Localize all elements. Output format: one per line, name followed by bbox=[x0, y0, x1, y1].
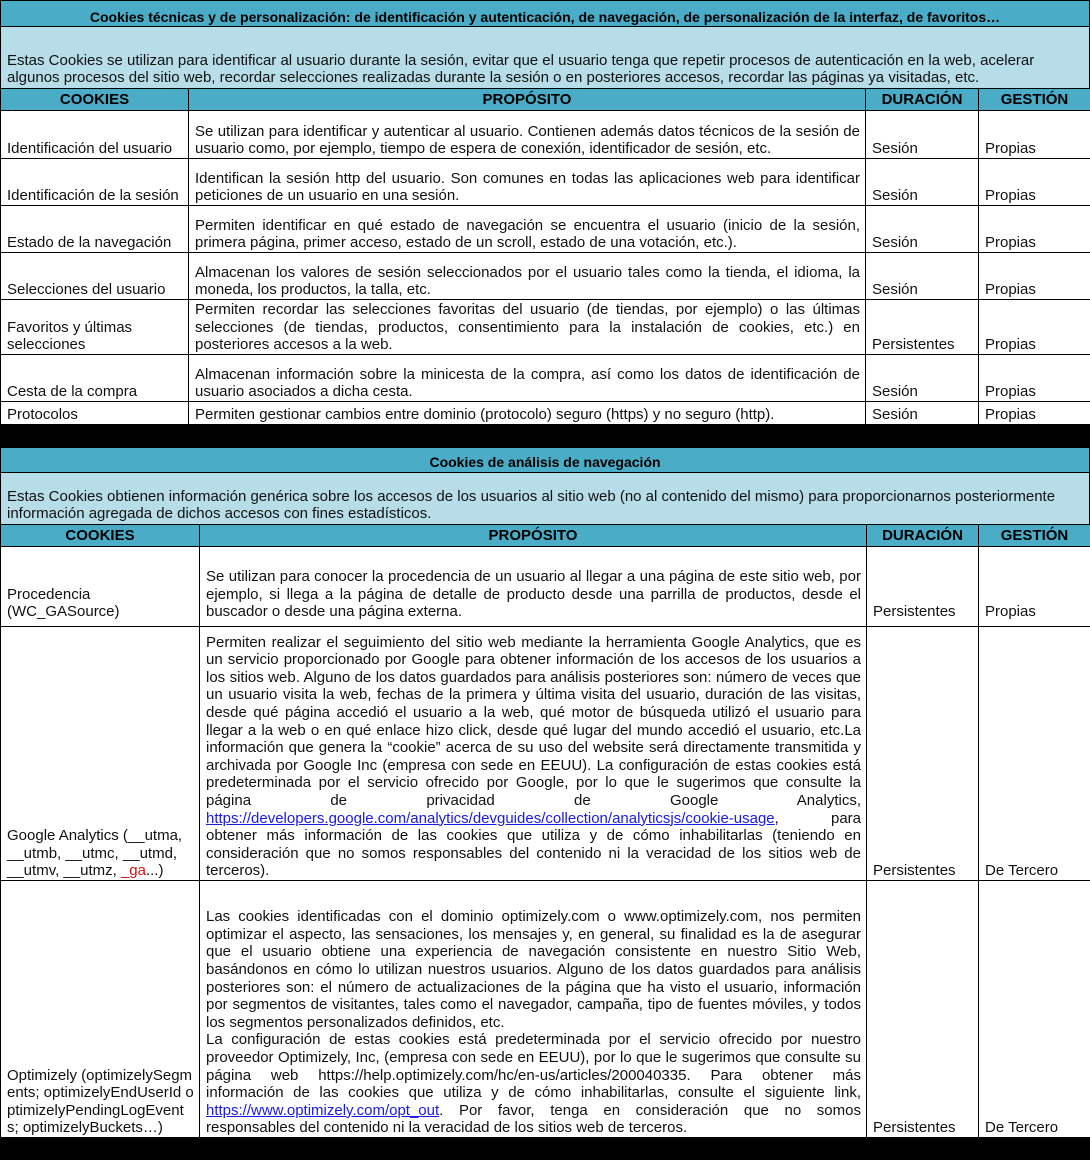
purpose-text-b: La información que genera la “cookie” acerca de su uso del website será directamente transmitida y archivada por Google Inc (empresa con sede en EEUU). La configuración de estas cookies está predeterminada por el servicio ofrecido por Google, por lo que le sugerimos que consulte la página de privacidad de Google Analytics, bbox=[206, 721, 861, 810]
cookie-management: Propias bbox=[979, 253, 1090, 300]
table-row bbox=[1, 547, 1090, 627]
cookie-purpose: Permiten identificar en qué estado de navegación se encuentra el usuario (inicio de la sesión, primera página, primer acceso, estado de un scroll, estado de una votación, etc.). bbox=[189, 206, 866, 253]
google-analytics-link[interactable]: https://developers.google.com/analytics/devguides/collection/analyticsjs/cookie-usage bbox=[206, 809, 775, 827]
cookie-name: Cesta de la compra bbox=[1, 354, 189, 401]
table-row bbox=[1, 300, 1090, 355]
table-row bbox=[1, 253, 1090, 300]
cookie-purpose bbox=[200, 881, 867, 1138]
cookie-duration: Sesión bbox=[866, 354, 979, 401]
cookie-purpose: Se utilizan para identificar y autenticar al usuario. Contienen además datos técnicos de la sesión de usuario como, por ejemplo, tiempo de espera de conexión, identificador de sesión, etc. bbox=[189, 111, 866, 159]
purpose-paragraph-1: Las cookies identificadas con el dominio optimizely.com o www.optimizely.com, nos permiten optimizar el aspecto, las sensaciones, los mensajes y, en general, su finalidad es la de asegurar que el usuario obtiene una experiencia de navegación consistente en nuestro Sitio Web, basándonos en cómo lo utilizan nuestros usuarios. Alguno de los datos guardados para análisis posteriores son: el número de actualizaciones de la página que ha visto el usuario, información por segmentos de visitantes, tales como el navegador, campaña, tipo de fuentes móviles, y todos los segmentos personalizados definidos, etc. bbox=[206, 908, 861, 1031]
cookie-name bbox=[1, 627, 200, 881]
cookie-purpose: Almacenan información sobre la minicesta de la compra, así como los datos de identificación de usuario asociados a dicha cesta. bbox=[189, 354, 866, 401]
cookie-management: Propias bbox=[979, 300, 1090, 355]
table-row bbox=[1, 159, 1090, 206]
cookie-duration: Persistentes bbox=[866, 300, 979, 355]
cookies-table bbox=[0, 524, 1090, 1138]
header-proposito: PROPÓSITO bbox=[200, 525, 867, 547]
section-title: Cookies de análisis de navegación bbox=[0, 447, 1090, 473]
cookie-management: Propias bbox=[979, 159, 1090, 206]
optimizely-optout-link[interactable]: https://www.optimizely.com/opt_out bbox=[206, 1101, 440, 1119]
header-gestion: GESTIÓN bbox=[979, 89, 1090, 111]
table-row bbox=[1, 627, 1090, 881]
cookie-purpose: Permiten recordar las selecciones favoritas del usuario (de tiendas, por ejemplo) o las últimas selecciones (de tiendas, productos, consentimiento para la instalación de cookies, etc.) en posteriores accesos a la web. bbox=[189, 300, 866, 355]
cookie-management: De Tercero bbox=[979, 881, 1090, 1138]
cookie-management: De Tercero bbox=[979, 627, 1090, 881]
header-proposito: PROPÓSITO bbox=[189, 89, 866, 111]
header-gestion: GESTIÓN bbox=[979, 525, 1090, 547]
cookie-name: Optimizely (optimizelySegments; optimizelyEndUserId optimizelyPendingLogEvents; optimizelyBuckets…) bbox=[1, 881, 200, 1138]
header-duracion: DURACIÓN bbox=[867, 525, 979, 547]
cookie-name: Estado de la navegación bbox=[1, 206, 189, 253]
cookies-table bbox=[0, 88, 1090, 425]
cookie-duration: Sesión bbox=[866, 111, 979, 159]
table-row bbox=[1, 111, 1090, 159]
purpose-paragraph-2 bbox=[206, 1031, 861, 1137]
cookie-name: Selecciones del usuario bbox=[1, 253, 189, 300]
cookie-name: Identificación del usuario bbox=[1, 111, 189, 159]
cookie-management: Propias bbox=[979, 111, 1090, 159]
purpose-text-a: Permiten realizar el seguimiento del sitio web mediante la herramienta Google Analytics, que es un servicio proporcionado por Google para obtener información de los accesos de los usuarios a los sitios web. Alguno de los datos guardados para análisis posteriores son: número de veces que un usuario visita la web, fechas de la primera y última visita del usuario, duración de las visitas, desde qué página accedió el usuario a la web, qué motor de búsqueda utilizó el usuario para llegar a la web o en qué enlace hizo click, desde qué lugar del mundo accedió el usuario, etc. bbox=[206, 633, 861, 739]
cookie-name: Favoritos y últimas selecciones bbox=[1, 300, 189, 355]
cookie-management: Propias bbox=[979, 206, 1090, 253]
cookie-purpose bbox=[200, 627, 867, 881]
cookie-management: Propias bbox=[979, 354, 1090, 401]
cookie-name: Identificación de la sesión bbox=[1, 159, 189, 206]
cookie-purpose: Se utilizan para conocer la procedencia de un usuario al llegar a una página de este sitio web, por ejemplo, si llega a la página de detalle de producto desde una parrilla de productos, desde el buscador o desde una página externa. bbox=[200, 547, 867, 627]
table-row bbox=[1, 206, 1090, 253]
cookie-management: Propias bbox=[979, 547, 1090, 627]
table-row bbox=[1, 401, 1090, 424]
cookie-duration: Persistentes bbox=[867, 547, 979, 627]
cookie-name-highlight: _ga bbox=[120, 862, 146, 880]
cookie-management: Propias bbox=[979, 401, 1090, 424]
bottom-bar bbox=[0, 1138, 1090, 1160]
section-analytics-cookies bbox=[0, 447, 1090, 1138]
purpose-text-b: La configuración de estas cookies está predeterminada por el servicio ofrecido por nuestro proveedor Optimizely, Inc, (empresa con sede en EEUU), por lo que le sugerimos que consulte su página web https://help.optimizely.com/hc/en-us/articles/200040335. Para obtener más información de las cookies que utiliza y de cómo inhabilitarlas, consulte el siguiente link, bbox=[206, 1031, 861, 1102]
section-intro: Estas Cookies se utilizan para identificar al usuario durante la sesión, evitar que el usuario tenga que repetir procesos de autenticación en la web, acelerar algunos procesos del sitio web, recordar selecciones realizadas durante la sesión o en posteriores accesos, recordar las páginas ya visitadas, etc. bbox=[0, 27, 1090, 88]
cookie-name-main: Google Analytics (__utma, __utmb, __utmc, __utmd, __utmv, __utmz, bbox=[7, 827, 183, 880]
cookie-name: Protocolos bbox=[1, 401, 189, 424]
header-cookies: COOKIES bbox=[1, 525, 200, 547]
cookie-duration: Sesión bbox=[866, 401, 979, 424]
table-header-row bbox=[1, 89, 1090, 111]
cookie-duration: Sesión bbox=[866, 206, 979, 253]
cookie-name-end: ...) bbox=[145, 862, 164, 880]
section-technical-cookies bbox=[0, 0, 1090, 425]
section-intro: Estas Cookies obtienen información genérica sobre los accesos de los usuarios al sitio web (no al contenido del mismo) para proporcionarnos posteriormente información agregada de dichos accesos con fines estadísticos. bbox=[0, 473, 1090, 524]
table-row bbox=[1, 881, 1090, 1138]
cookie-purpose: Identifican la sesión http del usuario. Son comunes en todas las aplicaciones web para identificar peticiones de un usuario en una sesión. bbox=[189, 159, 866, 206]
header-duracion: DURACIÓN bbox=[866, 89, 979, 111]
table-header-row bbox=[1, 525, 1090, 547]
section-title: Cookies técnicas y de personalización: de identificación y autenticación, de navegación, de personalización de la interfaz, de favoritos… bbox=[0, 0, 1090, 27]
table-row bbox=[1, 354, 1090, 401]
purpose-text-c: , para obtener más información de las cookies que utiliza y de cómo inhabilitarlas (teniendo en consideración que no somos responsables del contenido ni la veracidad de los sitios web de terceros). bbox=[206, 809, 861, 880]
purpose-text-c: . Por favor, tenga en consideración que no somos responsables del contenido ni la veracidad de los sitios web de terceros. bbox=[206, 1101, 861, 1137]
section-divider bbox=[0, 425, 1090, 447]
cookie-purpose: Almacenan los valores de sesión seleccionados por el usuario tales como la tienda, el idioma, la moneda, los productos, la talla, etc. bbox=[189, 253, 866, 300]
cookie-purpose: Permiten gestionar cambios entre dominio (protocolo) seguro (https) y no seguro (http). bbox=[189, 401, 866, 424]
header-cookies: COOKIES bbox=[1, 89, 189, 111]
cookie-duration: Sesión bbox=[866, 159, 979, 206]
cookie-duration: Sesión bbox=[866, 253, 979, 300]
cookie-duration: Persistentes bbox=[867, 627, 979, 881]
cookie-name: Procedencia (WC_GASource) bbox=[1, 547, 200, 627]
cookie-duration: Persistentes bbox=[867, 881, 979, 1138]
